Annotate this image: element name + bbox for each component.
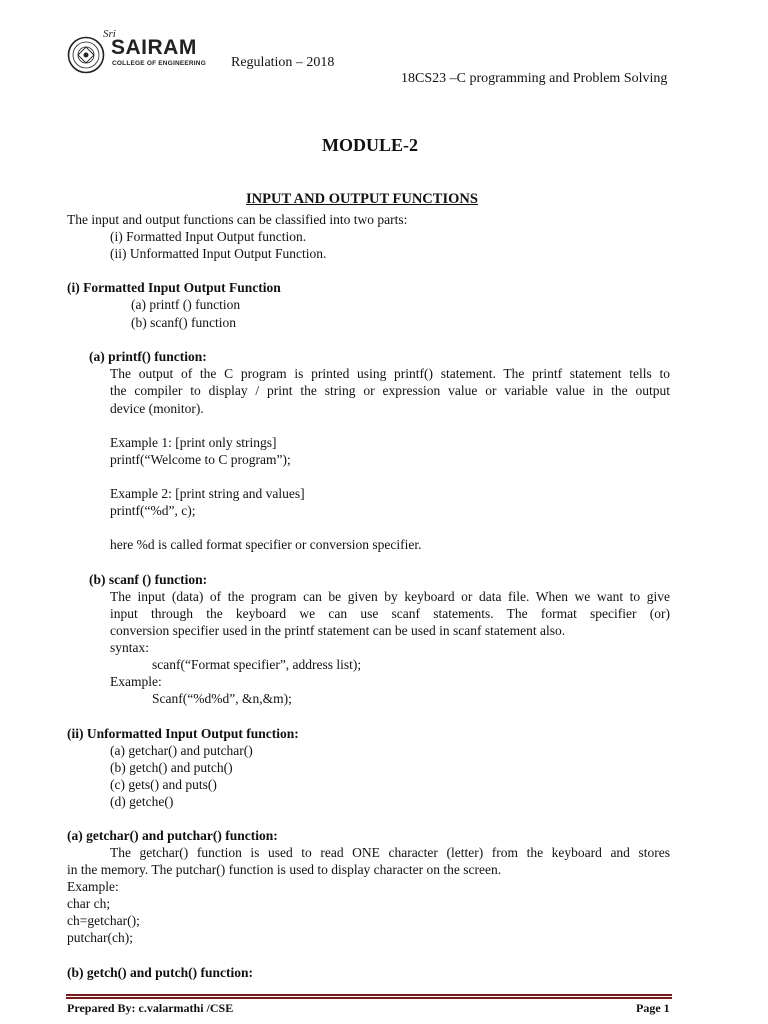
- unformatted-item-a: (a) getchar() and putchar(): [110, 743, 253, 758]
- printf-line-3: device (monitor).: [110, 401, 204, 416]
- getch-heading: (b) getch() and putch() function:: [67, 965, 254, 980]
- getchar-example-label: Example:: [67, 879, 119, 894]
- footer-prepared-by: Prepared By: c.valarmathi /CSE: [67, 1001, 234, 1015]
- scanf-line-3: conversion specifier used in the printf statement can be used in scanf statement also.: [110, 623, 566, 638]
- formatted-item-b: (b) scanf() function: [131, 315, 236, 330]
- unformatted-item-b: (b) getch() and putch(): [110, 760, 233, 775]
- intro-text: The input and output functions can be classified into two parts:: [67, 212, 408, 227]
- scanf-heading: (b) scanf () function:: [89, 572, 208, 587]
- course-title: 18CS23 –C programming and Problem Solving: [401, 71, 668, 86]
- printf-example2-label: Example 2: [print string and values]: [110, 486, 305, 501]
- college-logo: [67, 28, 206, 74]
- footer-divider: [66, 994, 672, 999]
- scanf-example-code: Scanf(“%d%d”, &n,&m);: [152, 691, 292, 706]
- printf-example2-code: printf(“%d”, c);: [110, 503, 196, 518]
- scanf-syntax-code: scanf(“Format specifier”, address list);: [152, 657, 362, 672]
- formatted-item-a: (a) printf () function: [131, 297, 241, 312]
- getchar-code-3: putchar(ch);: [67, 930, 133, 945]
- logo-sri-text: Sri: [103, 28, 116, 40]
- getchar-code-1: char ch;: [67, 896, 111, 911]
- getchar-heading: (a) getchar() and putchar() function:: [67, 828, 278, 843]
- printf-note: here %d is called format specifier or conversion specifier.: [110, 537, 422, 552]
- scanf-line-2: input through the keyboard we can use scanf statements. The format specifier (or): [110, 606, 670, 621]
- college-seal-icon: [67, 36, 105, 74]
- unformatted-item-d: (d) getche(): [110, 794, 174, 809]
- section-title: INPUT AND OUTPUT FUNCTIONS: [246, 191, 478, 207]
- footer-page-number: Page 1: [636, 1001, 670, 1015]
- module-title: MODULE-2: [322, 135, 418, 155]
- regulation-text: Regulation – 2018: [231, 55, 335, 70]
- intro-item-1: (i) Formatted Input Output function.: [110, 229, 307, 244]
- printf-example1-code: printf(“Welcome to C program”);: [110, 452, 291, 467]
- logo-subtitle-text: COLLEGE OF ENGINEERING: [112, 60, 206, 67]
- logo-name-text: SAIRAM: [111, 36, 197, 59]
- intro-item-2: (ii) Unformatted Input Output Function.: [110, 246, 327, 261]
- formatted-heading: (i) Formatted Input Output Function: [67, 280, 281, 295]
- unformatted-item-c: (c) gets() and puts(): [110, 777, 217, 792]
- getchar-line-2: in the memory. The putchar() function is used to display character on the screen.: [67, 862, 502, 877]
- printf-line-1: The output of the C program is printed using printf() statement. The printf statement tells to: [110, 366, 670, 381]
- printf-heading: (a) printf() function:: [89, 349, 207, 364]
- getchar-code-2: ch=getchar();: [67, 913, 140, 928]
- printf-example1-label: Example 1: [print only strings]: [110, 435, 277, 450]
- unformatted-heading: (ii) Unformatted Input Output function:: [67, 726, 299, 741]
- scanf-line-1: The input (data) of the program can be given by keyboard or data file. When we want to give: [110, 589, 670, 604]
- getchar-line-1: The getchar() function is used to read ONE character (letter) from the keyboard and stores: [110, 845, 670, 860]
- scanf-syntax-label: syntax:: [110, 640, 149, 655]
- printf-line-2: the compiler to display / print the string or expression value or variable value in the output: [110, 383, 670, 398]
- scanf-example-label: Example:: [110, 674, 162, 689]
